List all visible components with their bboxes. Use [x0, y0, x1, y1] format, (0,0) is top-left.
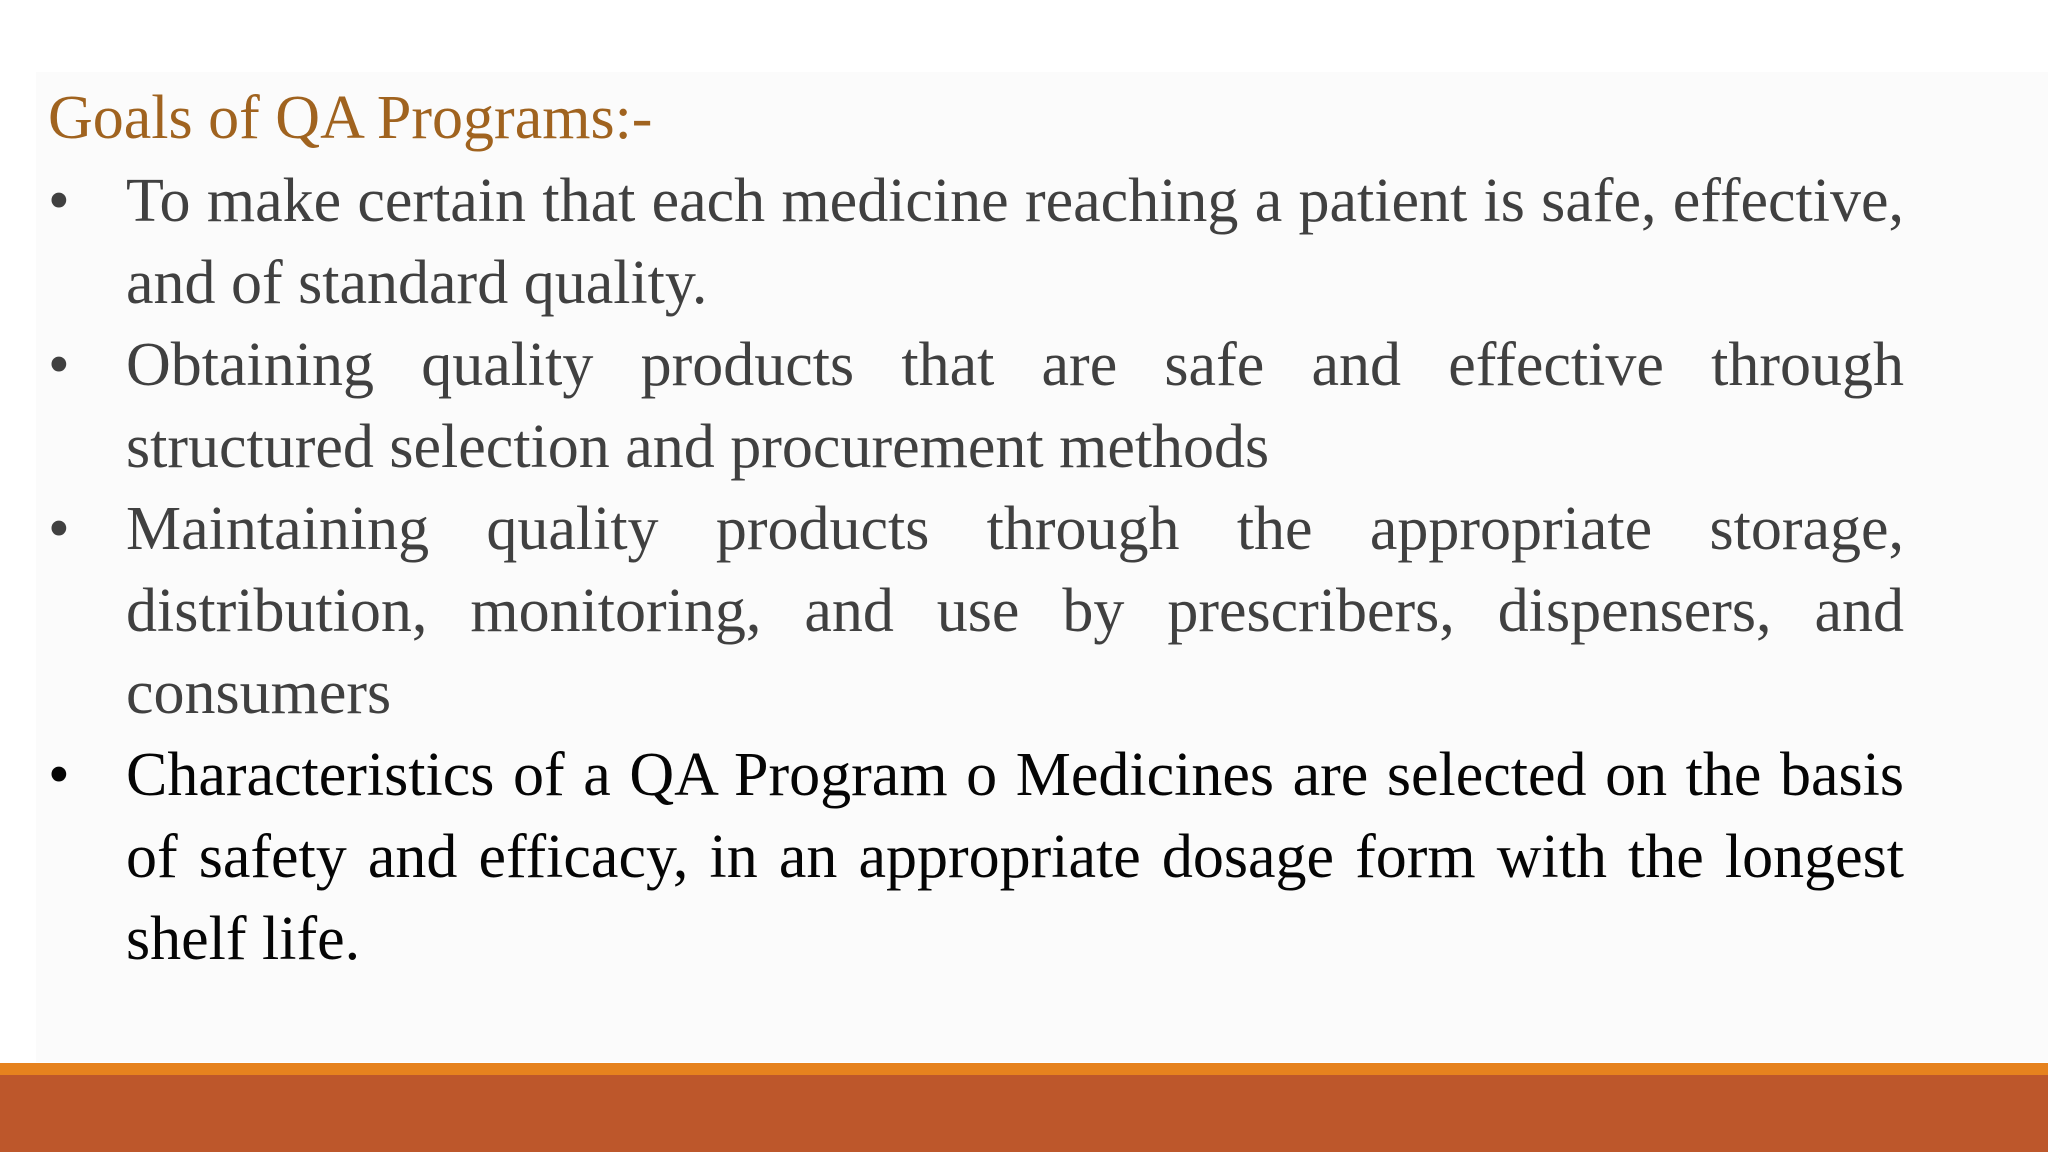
bullet-icon: •	[48, 741, 70, 809]
bullet-item	[48, 160, 1904, 324]
bullet-list	[48, 160, 1904, 980]
bullet-text: Maintaining quality products through the appropriate storage, distribution, monitoring, and use by prescribers, dispensers, and consumers	[126, 495, 1904, 727]
footer-accent-bar	[0, 1063, 2048, 1075]
bullet-item	[48, 734, 1904, 980]
bullet-text: Obtaining quality products that are safe and effective through structured selection and procurement methods	[126, 331, 1904, 481]
bullet-icon: •	[48, 495, 70, 563]
footer-bar	[0, 1075, 2048, 1152]
bullet-icon: •	[48, 167, 70, 235]
bullet-icon: •	[48, 331, 70, 399]
bullet-text: To make certain that each medicine reaching a patient is safe, effective, and of standard quality.	[126, 167, 1904, 317]
bullet-item	[48, 488, 1904, 734]
bullet-item	[48, 324, 1904, 488]
slide-title: Goals of QA Programs:-	[48, 84, 653, 152]
bullet-text: Characteristics of a QA Program o Medicines are selected on the basis of safety and efficacy, in an appropriate dosage form with the longest shelf life.	[126, 741, 1904, 973]
